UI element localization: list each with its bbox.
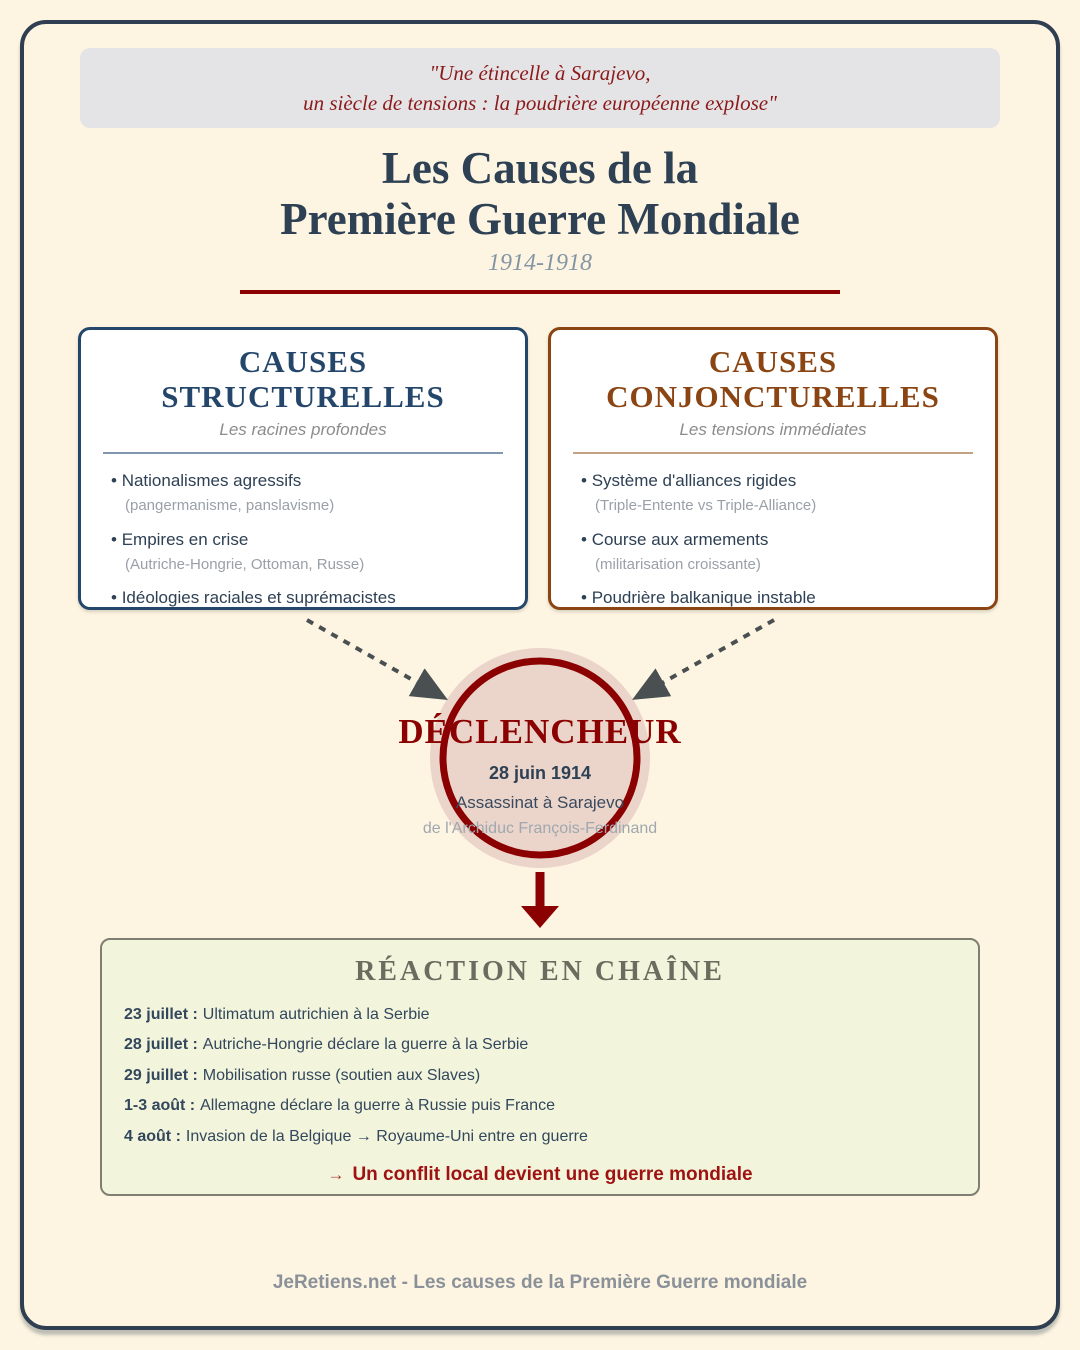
list-item [581, 527, 975, 577]
cause-label: • Système d'alliances rigides [581, 468, 975, 494]
cause-detail: (pangermanisme, panslavisme) [125, 497, 335, 515]
conjunctural-title-line-1: CAUSES [708, 344, 838, 379]
cause-label: • Idéologies raciales et suprémacistes [111, 585, 505, 611]
conjunctural-title-line-2: CONJONCTURELLES [606, 379, 940, 415]
structural-title-line-1: CAUSES [238, 344, 368, 379]
trigger-halo-circle [430, 648, 650, 868]
trigger-to-reaction-arrowhead [521, 906, 559, 928]
chain-reaction-box [100, 938, 980, 1196]
list-item [111, 468, 505, 518]
structural-causes-list [101, 468, 505, 612]
page-title [0, 143, 1080, 245]
conjunctural-causes-list [571, 468, 975, 612]
timeline-text: Ultimatum autrichien à la Serbie [202, 1006, 430, 1023]
structural-title-line-2: STRUCTURELLES [161, 379, 445, 415]
list-item [581, 468, 975, 518]
list-item [111, 585, 505, 611]
trigger-title: DÉCLENCHEUR [398, 712, 682, 751]
timeline-row [124, 1122, 958, 1152]
conjunctural-causes-subtitle: Les tensions immédiates [679, 420, 867, 440]
timeline-date: 28 juillet : [124, 1036, 198, 1054]
title-divider [240, 290, 840, 294]
quote-line-1: "Une étincelle à Sarajevo, [429, 60, 651, 85]
trigger-event: Assassinat à Sarajevo [455, 793, 625, 812]
cause-label: • Poudrière balkanique instable [581, 585, 975, 611]
quote-line-2: un siècle de tensions : la poudrière européenne explose" [303, 91, 777, 115]
cause-detail: (Autriche-Hongrie, Ottoman, Russe) [125, 555, 365, 573]
conclusion-text: Un conflit local devient une guerre mondiale [352, 1163, 753, 1185]
trigger-date: 28 juin 1914 [488, 763, 592, 783]
list-item [581, 585, 975, 611]
chain-reaction-timeline [124, 1000, 958, 1152]
structural-causes-subtitle: Les racines profondes [219, 420, 387, 440]
structural-causes-box [78, 327, 528, 610]
cause-detail: (Triple-Entente vs Triple-Alliance) [595, 497, 817, 515]
conjunctural-to-trigger-arrow [639, 620, 774, 696]
trigger-diagram-graphics [0, 610, 1080, 940]
timeline-row [124, 1000, 958, 1030]
timeline-date: 29 juillet : [124, 1066, 198, 1084]
timeline-row [124, 1030, 958, 1060]
cause-detail: (militarisation croissante) [595, 555, 761, 573]
timeline-text: Allemagne déclare la guerre à Russie puis France [200, 1097, 555, 1115]
page-title-line-1: Les Causes de la [381, 143, 699, 193]
cause-label: • Course aux armements [581, 527, 975, 553]
conjunctural-causes-box [548, 327, 998, 610]
timeline-text: Invasion de la Belgique → Royaume-Uni entre en guerre [185, 1127, 588, 1145]
cause-label: • Nationalismes agressifs [111, 468, 505, 494]
conclusion [122, 1164, 958, 1186]
timeline-row [124, 1061, 958, 1091]
footer-credit: JeRetiens.net - Les causes de la Première Guerre mondiale [272, 1272, 808, 1293]
cause-label: • Empires en crise [111, 527, 505, 553]
timeline-date: 23 juillet : [124, 1006, 198, 1023]
conjunctural-causes-title [571, 344, 975, 414]
conclusion-arrow-icon: → [327, 1164, 345, 1184]
timeline-text: Autriche-Hongrie déclare la guerre à la Serbie [202, 1036, 529, 1054]
quote-box [80, 48, 1000, 128]
timeline-text: Mobilisation russe (soutien aux Slaves) [202, 1066, 481, 1084]
timeline-date: 4 août : [124, 1127, 181, 1145]
structural-to-trigger-arrow [307, 620, 441, 696]
list-item [111, 527, 505, 577]
timeline-row [124, 1091, 958, 1121]
conjunctural-divider [573, 452, 973, 454]
page-title-line-2: Première Guerre Mondiale [280, 193, 800, 244]
chain-reaction-title: RÉACTION EN CHAÎNE [355, 956, 725, 987]
page-subtitle: 1914-1918 [488, 250, 592, 276]
timeline-date: 1-3 août : [124, 1097, 196, 1115]
structural-divider [103, 452, 503, 454]
structural-causes-title [101, 344, 505, 414]
trigger-event-detail: de l'Archiduc François-Ferdinand [422, 820, 658, 837]
